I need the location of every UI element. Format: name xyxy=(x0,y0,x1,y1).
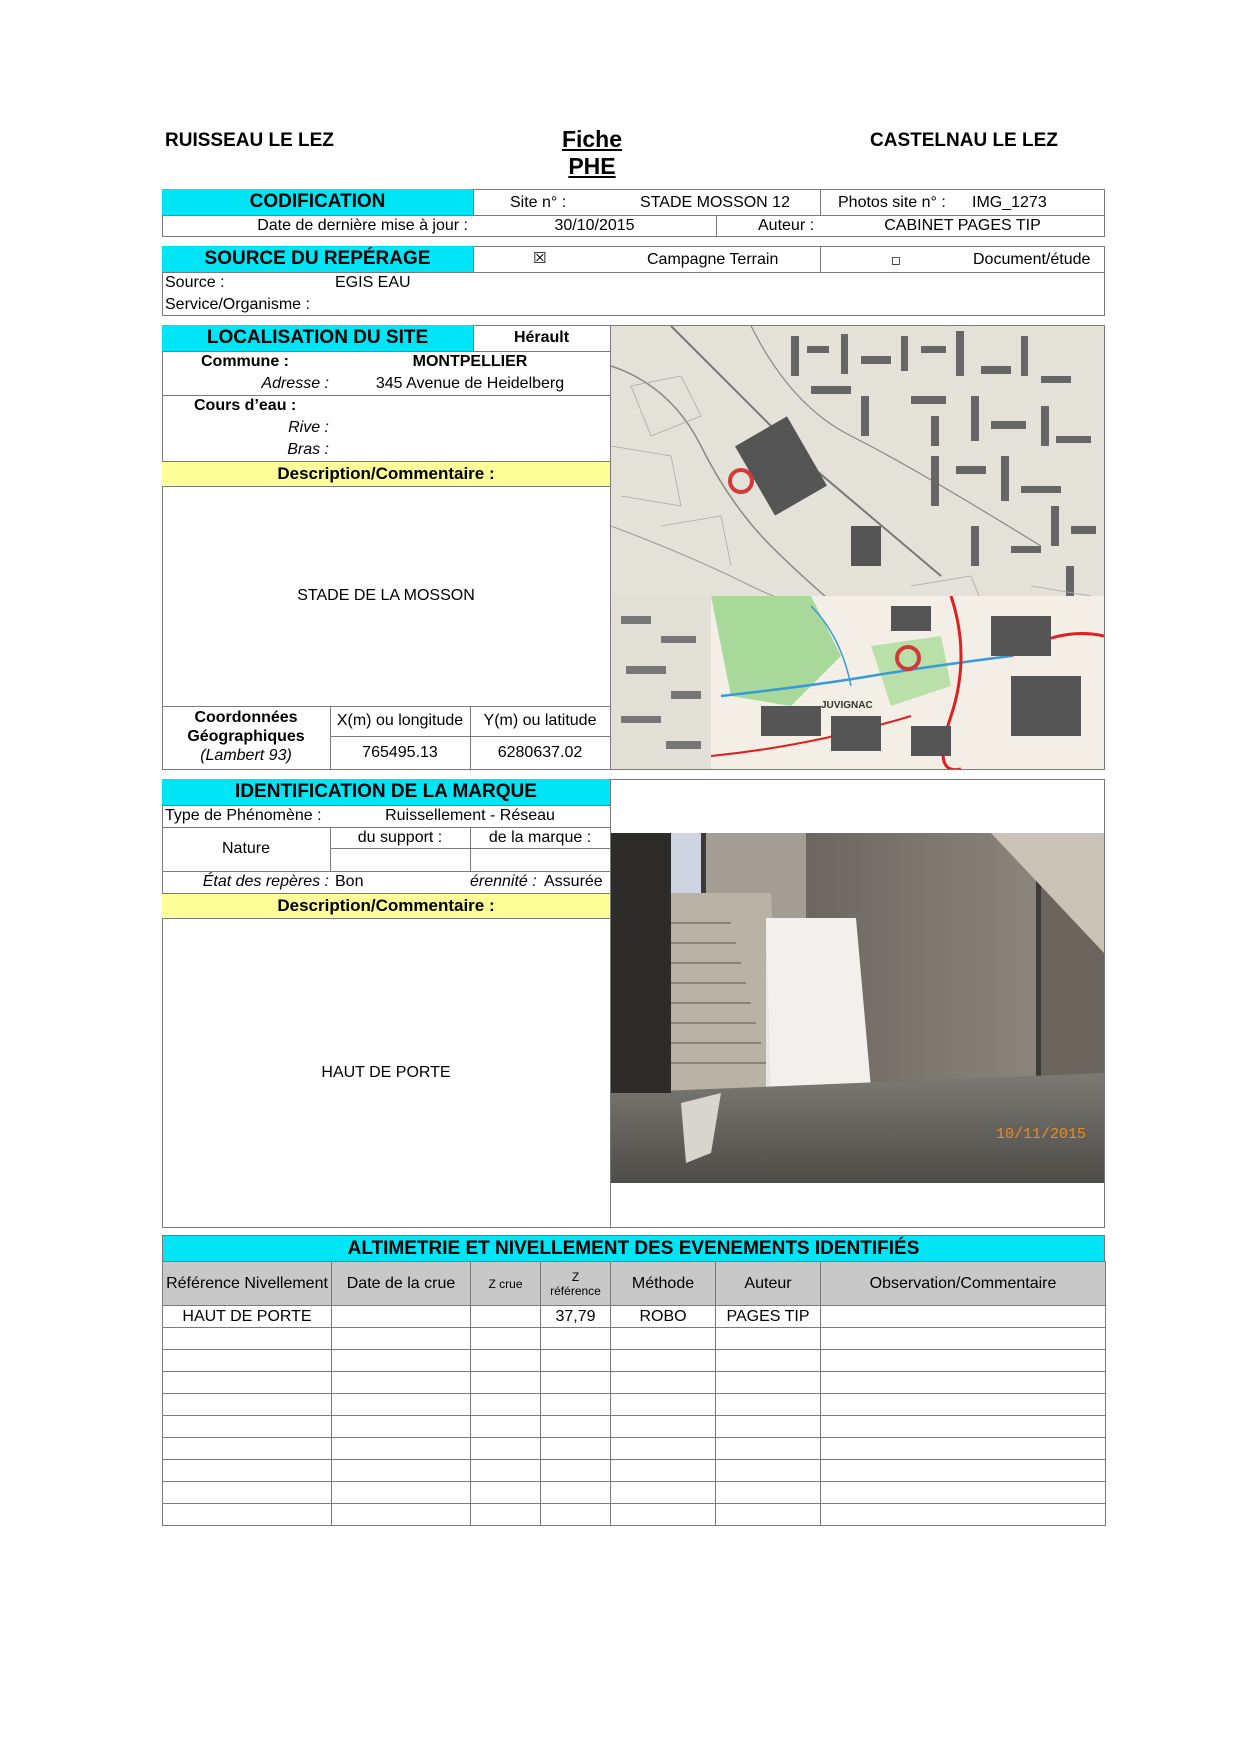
cours-label: Cours d’eau : xyxy=(194,397,297,414)
identification-heading: IDENTIFICATION DE LA MARQUE xyxy=(162,779,610,805)
altimetrie-header-row xyxy=(163,1262,1106,1306)
topo-map-drawing xyxy=(611,596,1104,769)
localisation-heading: LOCALISATION DU SITE xyxy=(162,325,473,351)
commune-label: Commune : xyxy=(201,353,289,370)
type-label: Type de Phénomène : xyxy=(165,807,322,824)
table-row xyxy=(163,1350,1106,1372)
topo-map-inset xyxy=(611,596,1104,769)
source-heading: SOURCE DU REPÉRAGE xyxy=(162,246,473,272)
perennite-label: érennité : xyxy=(470,873,537,890)
row-z-ref: 37,79 xyxy=(541,1306,611,1328)
row-reference: HAUT DE PORTE xyxy=(163,1306,332,1328)
col-methode: Méthode xyxy=(611,1262,716,1306)
coord-label-line2: Géographiques xyxy=(187,728,305,745)
date-value: 30/10/2015 xyxy=(554,217,635,234)
row-date xyxy=(332,1306,471,1328)
type-value: Ruissellement - Réseau xyxy=(385,807,555,824)
col-reference-label: référence xyxy=(550,1283,601,1298)
site-label: Site n° : xyxy=(510,193,567,211)
row-observation xyxy=(821,1306,1106,1328)
map-town-label: JUVIGNAC xyxy=(821,700,873,711)
table-row xyxy=(163,1438,1106,1460)
table-row xyxy=(163,1504,1106,1526)
col-reference: Référence Nivellement xyxy=(163,1262,332,1306)
support-label: du support : xyxy=(357,828,443,846)
departement: Hérault xyxy=(513,329,570,346)
localisation-desc-heading: Description/Commentaire : xyxy=(162,461,610,486)
identification-desc-value: HAUT DE PORTE xyxy=(321,1064,451,1081)
altimetrie-table xyxy=(162,1261,1106,1526)
table-row xyxy=(163,1306,1106,1328)
table-row xyxy=(163,1328,1106,1350)
x-value: 765495.13 xyxy=(362,744,438,761)
col-z-label: Z xyxy=(571,1269,580,1284)
table-row xyxy=(163,1416,1106,1438)
perennite-value: Assurée xyxy=(544,873,603,890)
table-row xyxy=(163,1394,1106,1416)
row-z-crue xyxy=(471,1306,541,1328)
x-label: X(m) ou longitude xyxy=(336,712,464,729)
campagne-checkbox[interactable]: ☒ xyxy=(533,250,547,267)
col-date: Date de la crue xyxy=(332,1262,471,1306)
commune-name: CASTELNAU LE LEZ xyxy=(870,130,1058,151)
photos-value: IMG_1273 xyxy=(972,193,1047,211)
y-label: Y(m) ou latitude xyxy=(483,712,597,729)
photos-label: Photos site n° : xyxy=(838,193,946,211)
row-auteur: PAGES TIP xyxy=(716,1306,821,1328)
adresse-value: 345 Avenue de Heidelberg xyxy=(375,375,565,392)
identification-desc-heading: Description/Commentaire : xyxy=(162,893,610,918)
source-label: Source : xyxy=(165,274,225,291)
altimetrie-heading: ALTIMETRIE ET NIVELLEMENT DES EVENEMENTS IDENTIFIÉS xyxy=(162,1235,1105,1261)
site-photo-drawing xyxy=(611,833,1104,1183)
date-label: Date de dernière mise à jour : xyxy=(257,217,468,234)
bras-label: Bras : xyxy=(287,441,329,458)
col-z-crue: Z crue xyxy=(471,1262,541,1306)
auteur-label: Auteur : xyxy=(758,217,815,234)
page-title: Fiche PHE xyxy=(561,126,623,179)
coord-label-line1: Coordonnées xyxy=(194,709,298,726)
adresse-label: Adresse : xyxy=(261,375,329,392)
marque-label: de la marque : xyxy=(488,828,592,846)
site-value: STADE MOSSON 12 xyxy=(640,193,790,211)
y-value: 6280637.02 xyxy=(497,744,583,761)
coord-label-line3: (Lambert 93) xyxy=(200,747,292,764)
coordinates-label xyxy=(162,708,330,765)
table-row xyxy=(163,1482,1106,1504)
localisation-desc-value: STADE DE LA MOSSON xyxy=(297,587,475,604)
table-row xyxy=(163,1372,1106,1394)
cadastral-map xyxy=(611,326,1104,769)
col-observation: Observation/Commentaire xyxy=(821,1262,1106,1306)
col-z-reference xyxy=(541,1262,611,1306)
campagne-label: Campagne Terrain xyxy=(647,250,779,268)
river-name: RUISSEAU LE LEZ xyxy=(165,130,334,151)
row-methode: ROBO xyxy=(611,1306,716,1328)
rive-label: Rive : xyxy=(288,419,329,436)
etat-value: Bon xyxy=(335,873,364,890)
col-auteur: Auteur xyxy=(716,1262,821,1306)
photo-date-stamp: 10/11/2015 xyxy=(996,1126,1087,1143)
commune-value: MONTPELLIER xyxy=(412,353,528,370)
document-label: Document/étude xyxy=(973,250,1091,268)
source-value: EGIS EAU xyxy=(335,274,411,291)
codification-heading: CODIFICATION xyxy=(162,189,473,215)
nature-label: Nature xyxy=(221,840,271,857)
site-photo xyxy=(611,833,1104,1183)
etat-label: État des repères : xyxy=(202,873,329,890)
service-label: Service/Organisme : xyxy=(165,296,310,313)
table-row xyxy=(163,1460,1106,1482)
auteur-value: CABINET PAGES TIP xyxy=(884,217,1041,234)
document-checkbox[interactable]: ◻ xyxy=(891,252,901,267)
